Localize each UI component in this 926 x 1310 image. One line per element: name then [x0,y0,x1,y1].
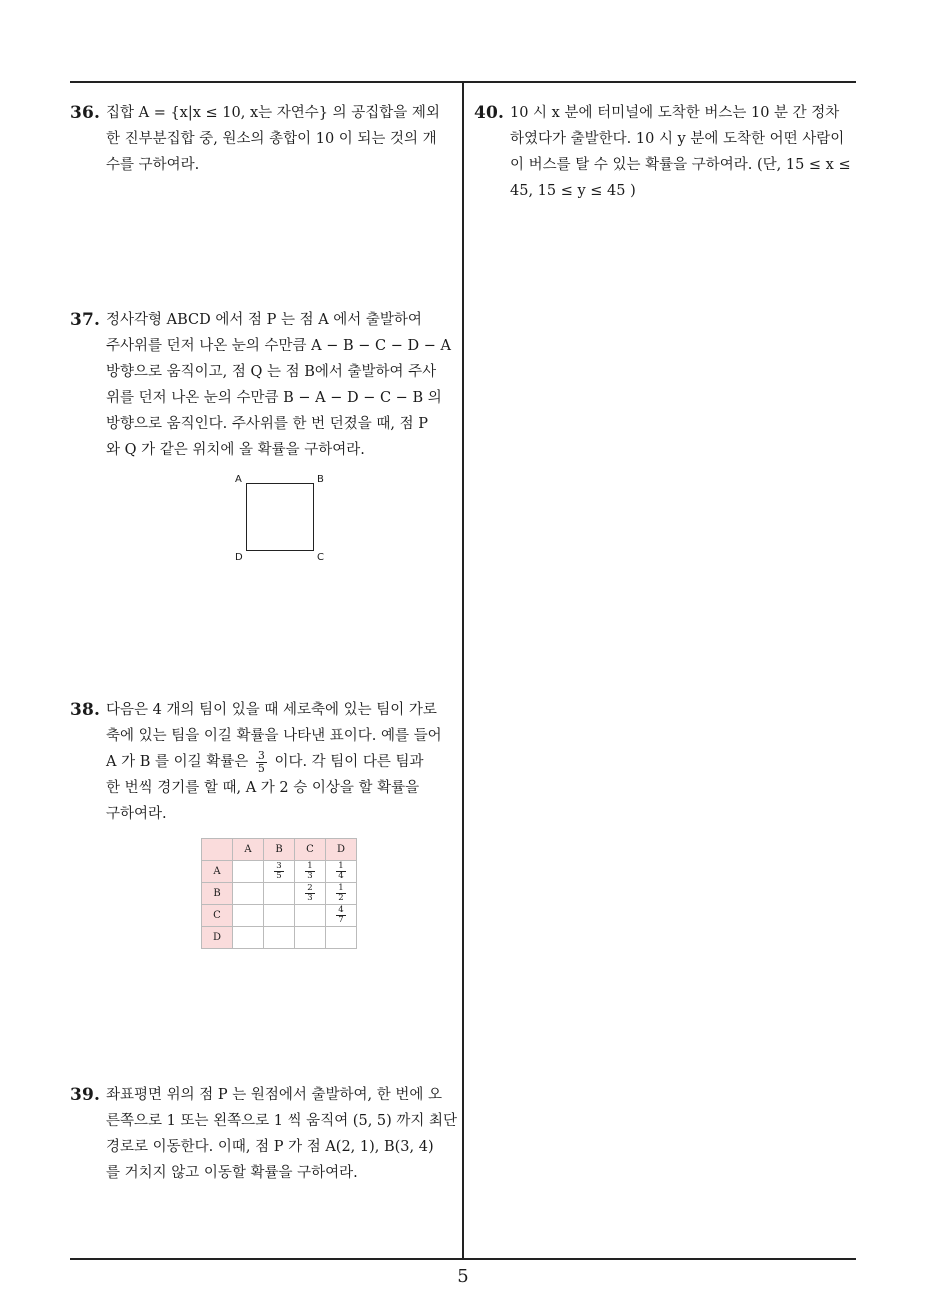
table-cell [264,905,295,927]
text-line: 정사각형 ABCD 에서 점 P 는 점 A 에서 출발하여 [106,312,422,328]
numerator: 1 [338,861,344,871]
numerator: 1 [307,861,313,871]
text-line: 른쪽으로 1 또는 왼쪽으로 1 씩 움직여 (5, 5) 까지 최단 [106,1113,458,1129]
vertex-label-c: C [317,552,324,563]
problem-text [106,100,458,178]
table-cell [326,905,357,927]
text-line: 10 시 x 분에 터미널에 도착한 버스는 10 분 간 정차 [510,105,840,121]
text-line: 위를 던저 나온 눈의 수만큼 B − A − D − C − B 의 [106,390,442,406]
text-line: 구하여라. [106,806,167,822]
table-corner [202,839,233,861]
text-line: 와 Q 가 같은 위치에 올 확률을 구하여라. [106,442,365,458]
text-line: 한 번씩 경기를 할 때, A 가 2 승 이상을 할 확률을 [106,780,420,796]
fraction [256,750,267,775]
fraction [305,884,314,903]
fraction [305,862,314,881]
text-fragment: 이다. 각 팀이 다른 팀과 [274,754,424,770]
page-number: 5 [457,1266,469,1287]
text-line: 방향으로 움직인다. 주사위를 한 번 던졌을 때, 점 P [106,416,428,432]
numerator: 3 [276,861,282,871]
problem-text [510,100,864,204]
fraction [336,884,345,903]
numerator: 1 [338,883,344,893]
table-cell [264,927,295,949]
text-line: 이 버스를 탈 수 있는 확률을 구하여라. (단, 15 ≤ x ≤ [510,157,851,173]
fraction [336,862,345,881]
table-cell [295,883,326,905]
text-line: 하였다가 출발한다. 10 시 y 분에 도착한 어떤 사람이 [510,131,845,147]
table-row [202,883,357,905]
vertex-label-d: D [235,552,243,563]
column-header: A [233,839,264,861]
numerator: 2 [307,883,313,893]
problem-number: 37. [70,310,101,330]
text-line: 주사위를 던저 나온 눈의 수만큼 A − B − C − D − A [106,338,451,354]
problem-number: 38. [70,700,101,720]
text-line: 다음은 4 개의 팀이 있을 때 세로축에 있는 팀이 가로 [106,702,437,718]
table-row [202,927,357,949]
square-shape [246,483,314,551]
text-line: 한 진부분집합 중, 원소의 총합이 10 이 되는 것의 개 [106,131,437,147]
problem-36 [70,100,458,178]
text-line-with-fraction [106,749,458,775]
table-row [202,861,357,883]
text-line: 45, 15 ≤ y ≤ 45 ) [510,183,636,199]
vertex-label-b: B [317,474,324,485]
table-cell [295,905,326,927]
fraction [274,862,283,881]
text-line: 좌표평면 위의 점 P 는 원점에서 출발하여, 한 번에 오 [106,1087,442,1103]
denominator: 3 [307,893,313,903]
row-header: A [202,861,233,883]
denominator: 2 [338,893,344,903]
row-header: C [202,905,233,927]
text-line: 축에 있는 팀을 이길 확률을 나타낸 표이다. 예를 들어 [106,728,442,744]
column-header: D [326,839,357,861]
table-cell [264,883,295,905]
problem-number: 40. [474,103,505,123]
table-cell [326,861,357,883]
problem-40 [474,100,864,204]
table-header-row [202,839,357,861]
text-line: 수를 구하여라. [106,157,200,173]
square-figure [233,472,333,564]
problem-text [106,1082,458,1186]
text-line: 경로로 이동한다. 이때, 점 P 가 점 A(2, 1), B(3, 4) [106,1139,434,1155]
text-line: 를 거치지 않고 이동할 확률을 구하여라. [106,1165,358,1181]
problem-text [106,307,458,463]
column-header: B [264,839,295,861]
text-fragment: A 가 B 를 이길 확률은 [106,754,249,770]
table-cell [295,861,326,883]
table-cell [326,927,357,949]
problem-text [106,697,458,827]
numerator: 3 [257,748,265,762]
denominator: 7 [338,915,344,925]
problem-38 [70,697,458,827]
table-cell [233,927,264,949]
column-divider [462,82,464,1259]
table-row [202,905,357,927]
fraction [336,906,345,925]
row-header: D [202,927,233,949]
column-header: C [295,839,326,861]
denominator: 5 [257,761,265,775]
denominator: 5 [276,871,282,881]
text-line: 방향으로 움직이고, 점 Q 는 점 B에서 출발하여 주사 [106,364,437,380]
numerator: 4 [338,905,344,915]
table-cell [295,927,326,949]
text-line: 집합 A = {x|x ≤ 10, x는 자연수} 의 공집합을 제외 [106,105,440,121]
denominator: 3 [307,871,313,881]
table-cell [233,861,264,883]
problem-number: 36. [70,103,101,123]
problem-37 [70,307,458,463]
denominator: 4 [338,871,344,881]
table-cell [233,883,264,905]
problem-39 [70,1082,458,1186]
table-cell [233,905,264,927]
probability-table [201,838,357,949]
vertex-label-a: A [235,474,242,485]
table-cell [326,883,357,905]
table-cell [264,861,295,883]
row-header: B [202,883,233,905]
problem-number: 39. [70,1085,101,1105]
bottom-rule [70,1258,856,1260]
